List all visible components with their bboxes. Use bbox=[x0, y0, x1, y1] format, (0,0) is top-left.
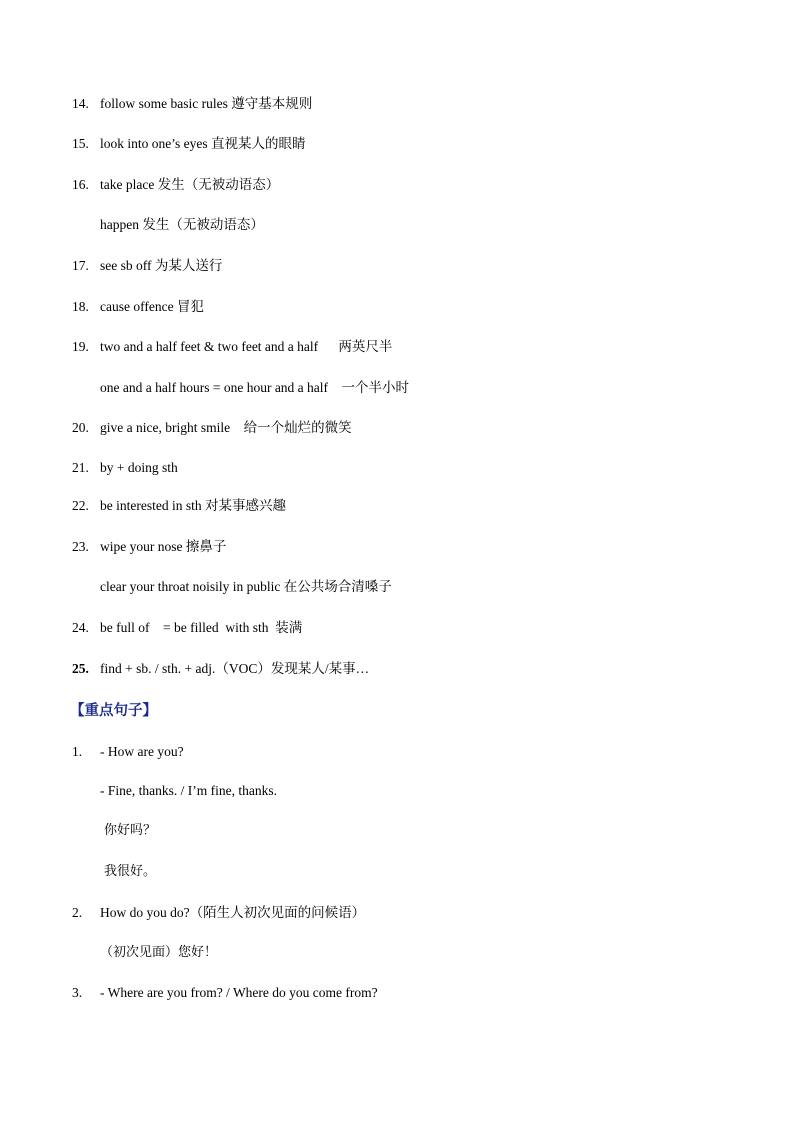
item-text: clear your throat noisily in public 在公共场合清嗓子 bbox=[100, 579, 392, 594]
item-number: 19. bbox=[72, 339, 89, 354]
item-text: look into one’s eyes 直视某人的眼睛 bbox=[100, 136, 306, 151]
item-text: one and a half hours = one hour and a half 一个半小时 bbox=[100, 380, 410, 395]
item-number: 16. bbox=[72, 177, 89, 192]
item-text: two and a half feet & two feet and a half 两英尺半 bbox=[100, 339, 393, 354]
item-number: 24. bbox=[72, 620, 89, 635]
item-text: - Fine, thanks. / I’m fine, thanks. bbox=[100, 783, 277, 798]
item-text: cause offence 冒犯 bbox=[100, 299, 204, 314]
item-number: 18. bbox=[72, 299, 89, 314]
item-text: be interested in sth 对某事感兴趣 bbox=[100, 498, 286, 513]
item-number: 3. bbox=[72, 985, 83, 1000]
item-text: - How are you? bbox=[100, 744, 184, 759]
item-number: 2. bbox=[72, 905, 83, 920]
section-heading: 【重点句子】 bbox=[70, 703, 157, 719]
item-number: 21. bbox=[72, 460, 89, 475]
item-text: How do you do?（陌生人初次见面的问候语） bbox=[100, 905, 366, 920]
item-text: by + doing sth bbox=[100, 460, 178, 475]
item-number: 25. bbox=[72, 661, 89, 676]
item-number: 14. bbox=[72, 96, 89, 111]
item-text: find + sb. / sth. + adj.（VOC）发现某人/某事… bbox=[100, 661, 370, 676]
item-number: 15. bbox=[72, 136, 89, 151]
item-text: give a nice, bright smile 给一个灿烂的微笑 bbox=[100, 420, 352, 435]
item-text: be full of = be filled with sth 装满 bbox=[100, 620, 303, 635]
item-text: 我很好。 bbox=[104, 864, 157, 879]
item-text: wipe your nose 擦鼻子 bbox=[100, 539, 227, 554]
item-text: 你好吗？ bbox=[104, 823, 157, 838]
item-text: see sb off 为某人送行 bbox=[100, 258, 223, 273]
item-number: 20. bbox=[72, 420, 89, 435]
item-text: follow some basic rules 遵守基本规则 bbox=[100, 96, 313, 111]
item-number: 22. bbox=[72, 498, 89, 513]
item-text: happen 发生（无被动语态） bbox=[100, 217, 264, 232]
item-number: 23. bbox=[72, 539, 89, 554]
item-text: - Where are you from? / Where do you come from? bbox=[100, 985, 378, 1000]
item-text: （初次见面）您好！ bbox=[100, 945, 218, 960]
item-number: 17. bbox=[72, 258, 89, 273]
item-text: take place 发生（无被动语态） bbox=[100, 177, 280, 192]
item-number: 1. bbox=[72, 744, 83, 759]
